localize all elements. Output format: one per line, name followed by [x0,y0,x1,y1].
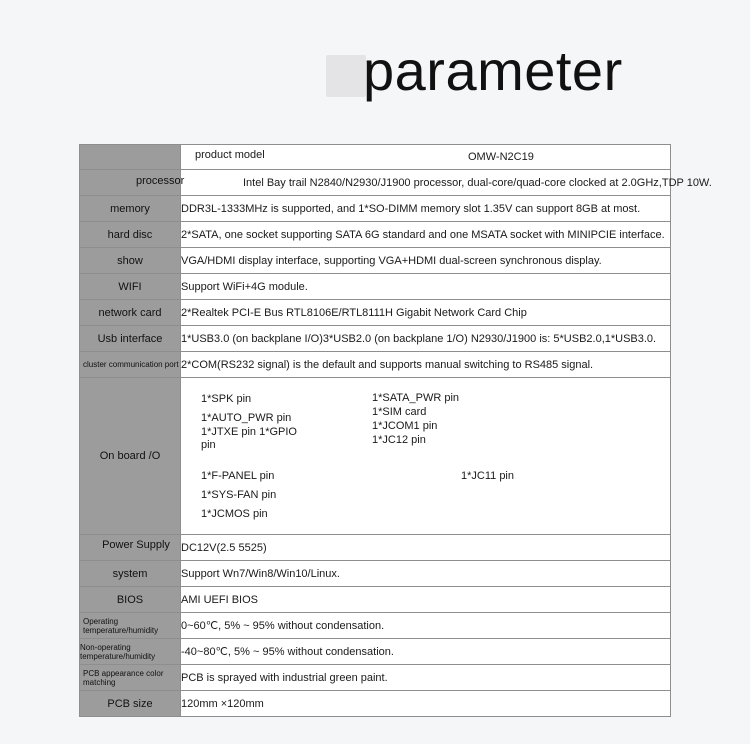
row-label: PCB size [80,691,181,717]
row-label: Usb interface [80,326,181,352]
row-label-text: processor [136,174,185,187]
row-label: PCB appearance color matching [80,665,181,691]
title-ghost-decoration [326,55,366,97]
row-label: hard disc [80,222,181,248]
row-value: Intel Bay trail N2840/N2930/J1900 processor, dual-core/quad-core clocked at 2.0GHz,TDP 10W. [181,170,671,196]
row-value: AMI UEFI BIOS [181,587,671,613]
row-value-model: OMW-N2C19 [468,151,534,163]
row-label: WIFI [80,274,181,300]
table-row [80,326,671,352]
table-row [80,639,671,665]
table-row [80,248,671,274]
row-value [181,378,671,535]
list-item: 1*JCMOS pin [201,507,268,520]
list-item: 1*JCOM1 pin [372,419,438,432]
row-value: DDR3L-1333MHz is supported, and 1*SO-DIMM memory slot 1.35V can support 8GB at most. [181,196,671,222]
table-row [80,561,671,587]
table-row [80,587,671,613]
list-item: 1*AUTO_PWR pin [201,411,292,424]
row-label: BIOS [80,587,181,613]
table-row [80,170,671,196]
row-value: VGA/HDMI display interface, supporting VGA+HDMI dual-screen synchronous display. [181,248,671,274]
page-title: parameter [363,39,623,102]
list-item: 1*SIM card [372,405,427,418]
list-item: 1*JTXE pin 1*GPIO pin [201,425,297,451]
row-label [80,535,181,561]
row-value: Support Wn7/Win8/Win10/Linux. [181,561,671,587]
row-label: Non-operating temperature/humidity [80,639,181,665]
row-label: system [80,561,181,587]
row-label: Operating temperature/humidity [80,613,181,639]
row-label: network card [80,300,181,326]
table-row [80,691,671,717]
table-row [80,300,671,326]
list-item: 1*SATA_PWR pin [372,391,460,404]
list-item: 1*JC12 pin [372,433,426,446]
row-label: cluster communication port [80,352,181,378]
table-row [80,352,671,378]
list-item: 1*SPK pin [201,392,252,405]
table-row [80,613,671,639]
row-value: 1*USB3.0 (on backplane I/O)3*USB2.0 (on backplane 1/O) N2930/J1900 is: 5*USB2.0,1*USB3.0. [181,326,671,352]
row-value: 2*SATA, one socket supporting SATA 6G standard and one MSATA socket with MINIPCIE interface. [181,222,671,248]
row-value: 0~60℃, 5% ~ 95% without condensation. [181,613,671,639]
table-row [80,274,671,300]
list-item: 1*SYS-FAN pin [201,488,277,501]
table-row [80,378,671,535]
row-value: 120mm ×120mm [181,691,671,717]
row-value: Support WiFi+4G module. [181,274,671,300]
row-label: show [80,248,181,274]
row-value: 2*COM(RS232 signal) is the default and supports manual switching to RS485 signal. [181,352,671,378]
row-label: memory [80,196,181,222]
row-value: -40~80℃, 5% ~ 95% without condensation. [181,639,671,665]
list-item: 1*F-PANEL pin [201,469,275,482]
row-label [80,170,185,196]
row-value-text: product model [195,149,265,161]
row-value: PCB is sprayed with industrial green paint. [181,665,671,691]
onboard-io-list [181,379,670,534]
table-row [80,535,671,561]
row-value: DC12V(2.5 5525) [181,535,671,561]
table-row [80,196,671,222]
row-value [181,145,671,170]
row-label: On board /O [80,378,181,535]
row-label [80,145,181,170]
row-label-text: Power Supply [102,538,170,551]
table-row [80,145,671,170]
table-row [80,222,671,248]
spec-table [79,144,712,717]
list-item: 1*JC11 pin [461,469,514,482]
row-value: 2*Realtek PCI-E Bus RTL8106E/RTL8111H Gigabit Network Card Chip [181,300,671,326]
table-row [80,665,671,691]
